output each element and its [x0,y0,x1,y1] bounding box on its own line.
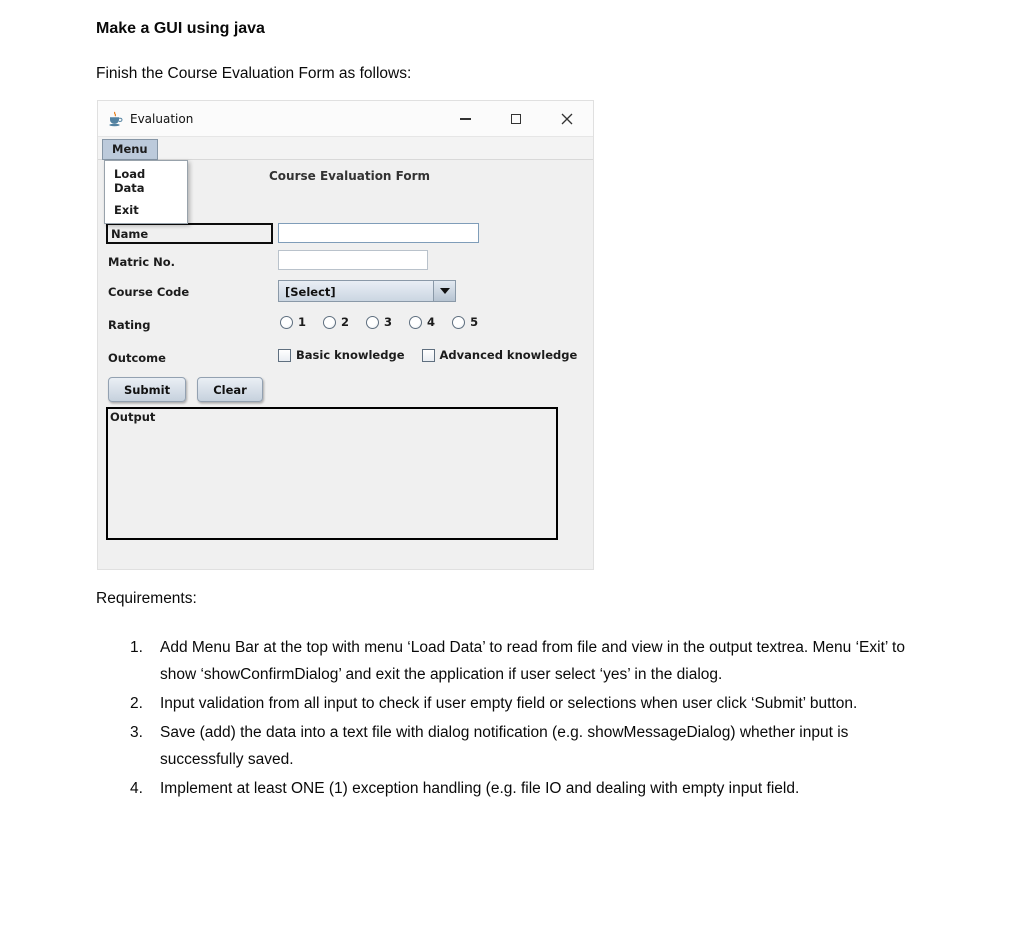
menu-bar [98,137,593,160]
requirement-text: Input validation from all input to check if user empty field or selections when user click ‘Submit’ button. [160,695,858,712]
menu-item-exit[interactable]: Exit [114,203,139,217]
form-heading: Course Evaluation Form [269,169,431,183]
name-label: Name [106,223,273,244]
rating-label: Rating [108,318,151,332]
clear-button[interactable]: Clear [197,377,263,402]
rating-option-label: 2 [341,315,350,329]
rating-option-label: 1 [298,315,307,329]
doc-intro: Finish the Course Evaluation Form as follows: [96,65,412,82]
name-input[interactable] [278,223,479,243]
outcome-checkbox-basic[interactable] [278,348,405,362]
outcome-label: Outcome [108,351,166,365]
chevron-down-icon [440,288,450,294]
rating-radio-2[interactable] [323,315,349,329]
output-label: Output [110,410,156,424]
close-icon [561,113,573,125]
radio-icon [452,316,465,329]
output-textarea[interactable] [106,407,558,540]
window-titlebar [98,101,593,137]
menu-item-load-data[interactable]: Load Data [114,167,146,195]
submit-button[interactable]: Submit [108,377,186,402]
requirement-item [130,634,922,688]
requirement-number: 2. [130,695,143,712]
requirement-item [130,775,922,802]
outcome-option-label: Advanced knowledge [439,348,578,362]
rating-options [280,315,478,329]
minimize-icon [460,118,471,120]
course-code-combobox[interactable] [278,280,456,302]
requirement-text: Save (add) the data into a text file with dialog notification (e.g. showMessageDialog) whether input is successfully saved. [160,724,849,768]
radio-icon [409,316,422,329]
radio-icon [280,316,293,329]
menu-button[interactable]: Menu [102,139,158,160]
requirement-item [130,719,922,773]
outcome-option-label: Basic knowledge [296,348,405,362]
requirement-text: Add Menu Bar at the top with menu ‘Load Data’ to read from file and view in the output textrea. Menu ‘Exit’ to show ‘showConfirmDialog’ and exit the application if user select ‘yes’ in the dialog. [160,639,905,683]
evaluation-window [97,100,594,570]
rating-radio-5[interactable] [452,315,478,329]
rating-radio-1[interactable] [280,315,306,329]
window-title: Evaluation [130,111,194,126]
maximize-icon [511,114,521,124]
outcome-options [278,348,577,362]
requirement-number: 3. [130,724,143,741]
radio-icon [366,316,379,329]
matric-input[interactable] [278,250,428,270]
rating-radio-3[interactable] [366,315,392,329]
minimize-button[interactable] [448,101,482,137]
checkbox-icon [422,349,435,362]
radio-icon [323,316,336,329]
rating-option-label: 5 [470,315,479,329]
course-code-selected-value: [Select] [285,285,336,299]
requirement-text: Implement at least ONE (1) exception handling (e.g. file IO and dealing with empty input field. [160,780,800,797]
close-button[interactable] [550,101,584,137]
requirements-heading: Requirements: [96,590,197,607]
requirement-number: 4. [130,780,143,797]
rating-option-label: 3 [384,315,393,329]
doc-title: Make a GUI using java [96,20,265,37]
requirement-item [130,690,922,717]
combo-dropdown-button[interactable] [433,281,455,301]
requirement-number: 1. [130,639,143,656]
java-icon [107,111,123,127]
rating-radio-4[interactable] [409,315,435,329]
outcome-checkbox-advanced[interactable] [422,348,578,362]
maximize-button[interactable] [499,101,533,137]
course-code-label: Course Code [108,285,190,299]
menu-popup [104,160,188,224]
checkbox-icon [278,349,291,362]
rating-option-label: 4 [427,315,436,329]
matric-label: Matric No. [108,255,176,269]
requirements-list [130,634,922,804]
